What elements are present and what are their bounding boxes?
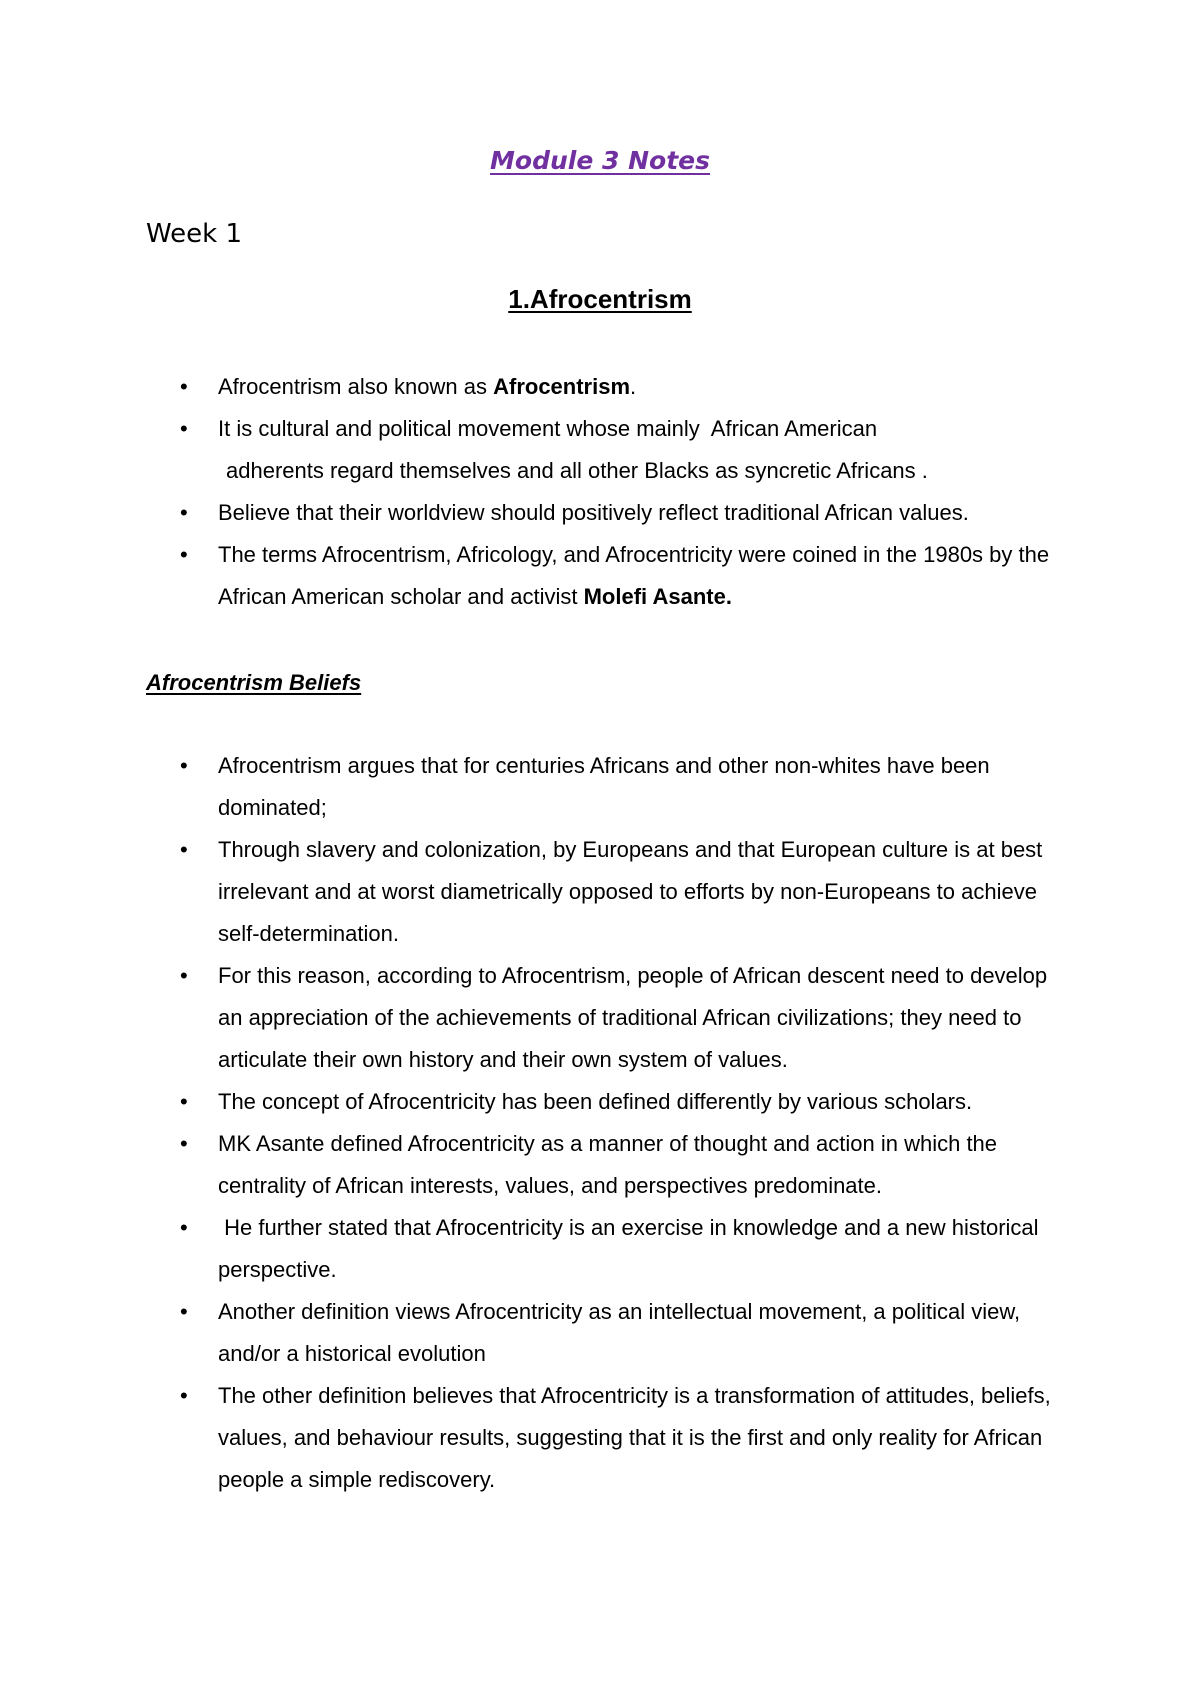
bullet-text: The other definition believes that Afrocentricity is a transformation of attitudes, beliefs, values, and behaviour results, suggesting that it is the first and only reality for African people a simple rediscovery. [218,1383,1057,1492]
list-item [0,1123,1200,1207]
bullet-text: Through slavery and colonization, by Europeans and that European culture is at best irrelevant and at worst diametrically opposed to efforts by non-Europeans to achieve self-determination. [218,837,1049,946]
bullet-text: Afrocentrism also known as [218,374,494,399]
document-title: Module 3 Notes [490,146,710,175]
bullet-text: The terms Afrocentrism, Africology, and Afrocentricity were coined in the 1980s by the African American scholar and activist [218,542,1055,609]
bullet-bold-text: Molefi Asante. [583,584,732,609]
week-label: Week 1 [146,219,243,249]
bullet-icon: • [180,1383,188,1408]
beliefs-bullet-list [0,745,1200,1501]
bullet-text: Believe that their worldview should positively reflect traditional African values. [218,500,969,525]
list-item [0,492,1200,534]
list-item [0,1081,1200,1123]
bullet-text: It is cultural and political movement whose mainly African American [218,416,878,441]
bullet-text: Another definition views Afrocentricity as an intellectual movement, a political view, and/or a historical evolution [218,1299,1027,1366]
bullet-text: He further stated that Afrocentricity is an exercise in knowledge and a new historical perspective. [218,1215,1045,1282]
bullet-icon: • [180,374,188,399]
bullet-text-continuation: adherents regard themselves and all other Blacks as syncretic Africans . [226,458,928,483]
section-heading: 1.Afrocentrism [508,284,692,314]
bullet-icon: • [180,542,188,567]
list-item [0,829,1200,955]
list-item [0,955,1200,1081]
bullet-text: Afrocentrism argues that for centuries Africans and other non-whites have been dominated; [218,753,996,820]
bullet-icon: • [180,1299,188,1324]
bullet-icon: • [180,837,188,862]
list-item [0,534,1200,618]
bullet-icon: • [180,1215,188,1240]
bullet-icon: • [180,416,188,441]
list-item [0,1207,1200,1291]
bullet-icon: • [180,1089,188,1114]
intro-bullet-list [0,366,1200,618]
bullet-bold-text: Afrocentrism [493,374,631,399]
bullet-text: MK Asante defined Afrocentricity as a manner of thought and action in which the centrality of African interests, values, and perspectives predominate. [218,1131,1004,1198]
bullet-text: . [630,374,637,399]
list-item [0,1291,1200,1375]
list-item [0,408,1200,492]
bullet-icon: • [180,1131,188,1156]
list-item [0,745,1200,829]
bullet-text: For this reason, according to Afrocentrism, people of African descent need to develop an appreciation of the achievements of traditional African civilizations; they need to articulate their own history and their own system of values. [218,963,1054,1072]
bullet-icon: • [180,963,188,988]
list-item [0,366,1200,408]
list-item [0,1375,1200,1501]
bullet-icon: • [180,500,188,525]
bullet-text: The concept of Afrocentricity has been defined differently by various scholars. [218,1089,973,1114]
beliefs-heading: Afrocentrism Beliefs [146,670,362,695]
bullet-icon: • [180,753,188,778]
